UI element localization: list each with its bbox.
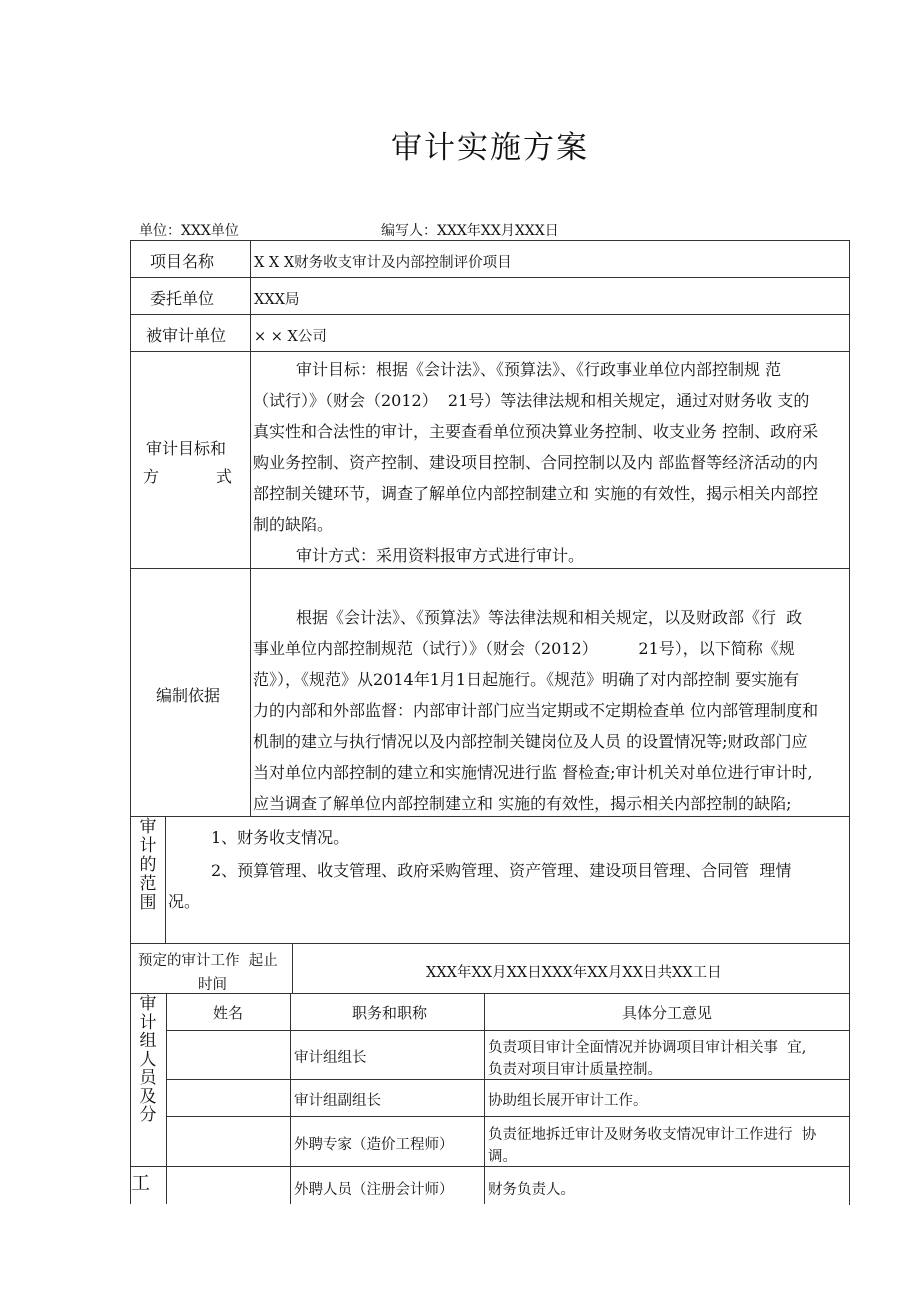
audited-unit-value: × × X公司 [254,329,327,345]
scope-item-1: 1、财务收支情况。 [211,828,350,847]
scope-label: 审计的范围 [139,817,157,913]
objective-line-1: 审计目标：根据《会计法》、《预算法》、《行政事业单位内部控制规 范 [296,360,782,379]
member-duty-2: 调。 [488,1149,517,1165]
scope-item-2: 2、预算管理、收支管理、政府采购管理、资产管理、建设项目管理、合同管 理情 [211,861,792,880]
member-duty-1: 财务负责人。 [488,1182,575,1198]
schedule-value: XXX年XX月XX日XXX年XX月XX日共XX工日 [426,965,722,981]
author-meta: 编写人：XXX年XX月XXX日 [381,223,559,239]
header-duty: 具体分工意见 [622,1004,713,1022]
member-duty-2: 负责对项目审计质量控制。 [488,1062,662,1078]
member-duty-1: 协助组长展开审计工作。 [488,1093,648,1109]
basis-line-7: 应当调查了解单位内部控制建立和 实施的有效性，揭示相关内部控制的缺陷; [253,794,792,813]
member-role: 审计组组长 [294,1050,367,1066]
basis-line-5: 机制的建立与执行情况以及内部控制关键岗位及人员 的设置情况等;财政部门应 [253,732,808,751]
entrust-unit-label: 委托单位 [150,289,215,308]
objective-line-3: 真实性和合法性的审计，主要查看单位预决算业务控制、收支业务 控制、政府采 [253,422,819,441]
schedule-label-2: 时间 [198,977,227,993]
scope-item-2-cont: 况。 [168,892,201,911]
basis-label: 编制依据 [156,686,221,705]
objective-line-6: 制的缺陷。 [253,515,334,534]
member-role: 审计组副组长 [294,1093,381,1109]
basis-line-6: 当对单位内部控制的建立和实施情况进行监 督检查;审计机关对单位进行审计时, [253,763,813,782]
entrust-unit-value: XXX局 [254,292,300,308]
member-duty-1: 负责征地拆迁审计及财务收支情况审计工作进行 协 [488,1127,817,1143]
basis-line-3: 范》），《规范》从2014年1月1日起施行。《规范》明确了对内部控制 要实施有 [253,670,800,689]
member-duty-1: 负责项目审计全面情况并协调项目审计相关事 宜, [488,1040,807,1056]
project-name-label: 项目名称 [150,252,215,271]
team-label: 审计组人员及分 [139,994,157,1125]
header-role: 职务和职称 [352,1004,428,1022]
project-name-value: X X X财务收支审计及内部控制评价项目 [254,255,512,271]
schedule-label-1: 预定的审计工作 起止 [138,953,278,969]
objective-label-2a: 方 [143,467,160,486]
member-role: 外聘人员（注册会计师） [294,1182,454,1198]
audited-unit-label: 被审计单位 [146,326,227,345]
unit-meta: 单位：XXX单位 [139,223,239,239]
basis-line-2: 事业单位内部控制规范（试行）》（财会（2012） 21号），以下简称《规 [253,639,795,658]
header-name: 姓名 [213,1004,244,1022]
objective-label-1: 审计目标和 [146,439,227,458]
objective-method: 审计方式：采用资料报审方式进行审计。 [296,546,585,565]
objective-line-4: 购业务控制、资产控制、建设项目控制、合同控制以及内 部监督等经济活动的内 [253,453,819,472]
objective-line-2: （试行）》（财会（2012） 21号）等法律法规和相关规定，通过对财务收 支的 [253,391,810,410]
member-role: 外聘专家（造价工程师） [294,1137,454,1153]
basis-line-1: 根据《会计法》、《预算法》等法律法规和相关规定，以及财政部《行 政 [296,608,803,627]
page-title: 审计实施方案 [391,130,589,166]
objective-label-2b: 式 [216,467,233,486]
team-label-tail: 工 [131,1172,151,1194]
basis-line-4: 力的内部和外部监督：内部审计部门应当定期或不定期检查单 位内部管理制度和 [253,701,819,720]
objective-line-5: 部控制关键环节，调查了解单位内部控制建立和 实施的有效性，揭示相关内部控 [253,484,819,503]
